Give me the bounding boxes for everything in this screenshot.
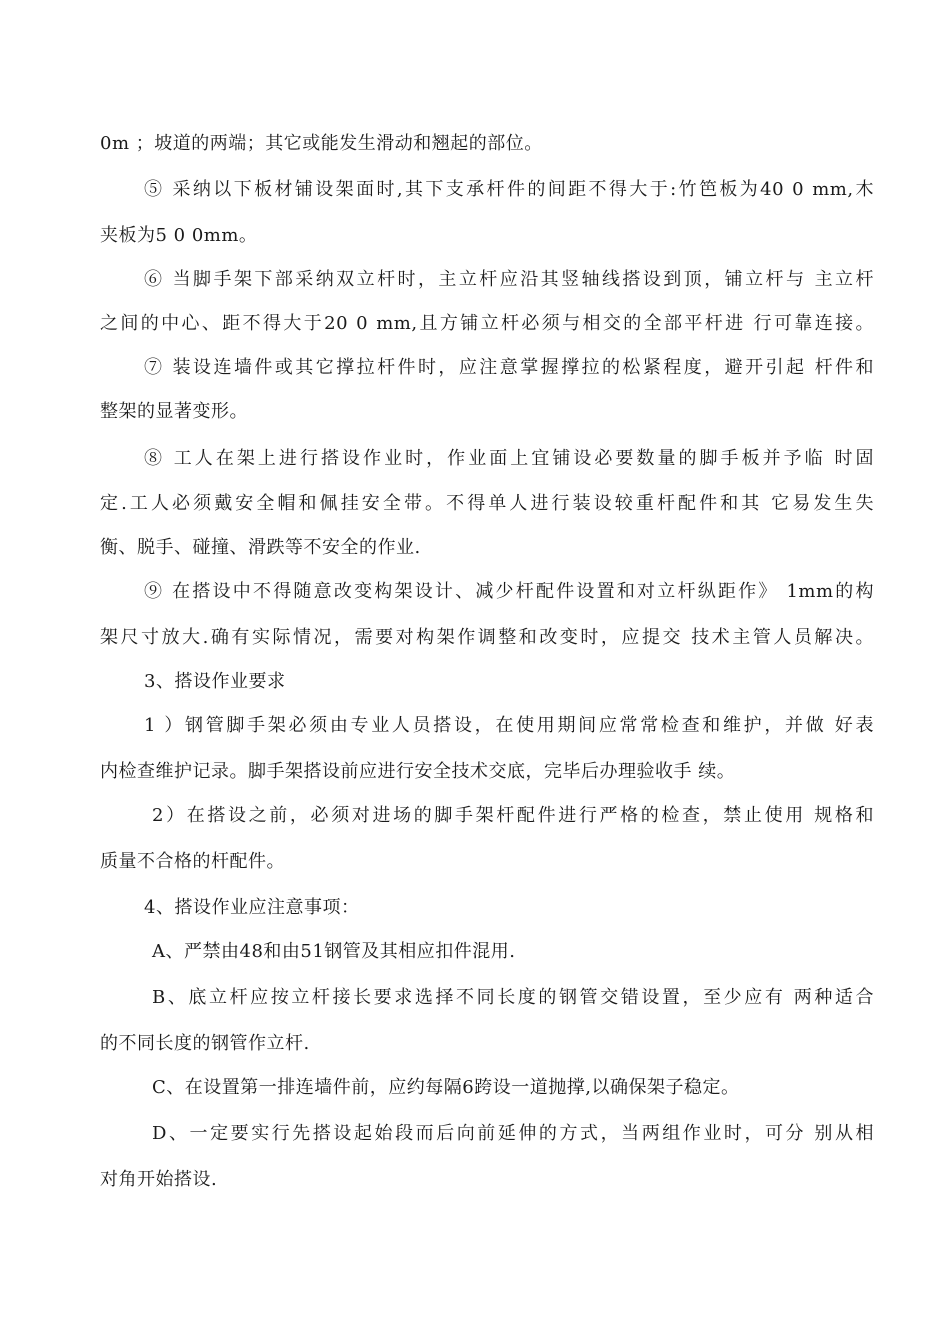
text-line: ⑨ 在搭设中不得随意改变构架设计、减少杆配件设置和对立杆纵距作》 1mm的构: [144, 581, 874, 602]
section-heading: 3、搭设作业要求: [144, 671, 286, 692]
text-line: ⑧ 工人在架上进行搭设作业时，作业面上宜铺设必要数量的脚手板并予临 时固: [144, 448, 874, 469]
text-line: 对角开始搭设.: [100, 1169, 218, 1190]
text-line: 内检查维护记录。脚手架搭设前应进行安全技术交底，完毕后办理验收手 续。: [100, 761, 736, 782]
text-line: B、底立杆应按立杆接长要求选择不同长度的钢管交错设置，至少应有 两种适合: [152, 987, 874, 1008]
text-line: A、严禁由48和由51钢管及其相应扣件混用.: [152, 941, 516, 962]
text-line: 1 ）钢管脚手架必须由专业人员搭设，在使用期间应常常检查和维护，并做 好表: [144, 715, 874, 736]
text-line: D、一定要实行先搭设起始段而后向前延伸的方式，当两组作业时，可分 别从相: [152, 1123, 874, 1144]
text-line: ⑦ 装设连墙件或其它撑拉杆件时，应注意掌握撑拉的松紧程度，避开引起 杆件和: [144, 357, 874, 378]
text-line: 夹板为5 0 0mm。: [100, 225, 258, 246]
text-line: 架尺寸放大.确有实际情况，需要对构架作调整和改变时，应提交 技术主管人员解决。: [100, 627, 874, 648]
text-line: 的不同长度的钢管作立杆.: [100, 1033, 310, 1054]
text-line: C、在设置第一排连墙件前，应约每隔6跨设一道抛撑,以确保架子稳定。: [152, 1077, 740, 1098]
section-heading: 4、搭设作业应注意事项：: [144, 897, 360, 918]
text-line: ⑥ 当脚手架下部采纳双立杆时，主立杆应沿其竖轴线搭设到顶，铺立杆与 主立杆: [144, 269, 874, 290]
text-line: 质量不合格的杆配件。: [100, 851, 285, 872]
text-line: 2）在搭设之前，必须对进场的脚手架杆配件进行严格的检查，禁止使用 规格和: [152, 805, 874, 826]
text-line: 之间的中心、距不得大于20 0 mm,且方铺立杆必须与相交的全部平杆进 行可靠连接。: [100, 313, 874, 334]
text-line: 定.工人必须戴安全帽和佩挂安全带。不得单人进行装设较重杆配件和其 它易发生失: [100, 493, 874, 514]
text-line: ⑤ 采纳以下板材铺设架面时,其下支承杆件的间距不得大于:竹笆板为40 0 mm,木: [144, 179, 874, 200]
text-line: 整架的显著变形。: [100, 401, 248, 422]
text-line: 0m ；坡道的两端；其它或能发生滑动和翘起的部位。: [100, 133, 543, 154]
text-line: 衡、脱手、碰撞、滑跌等不安全的作业.: [100, 537, 421, 558]
